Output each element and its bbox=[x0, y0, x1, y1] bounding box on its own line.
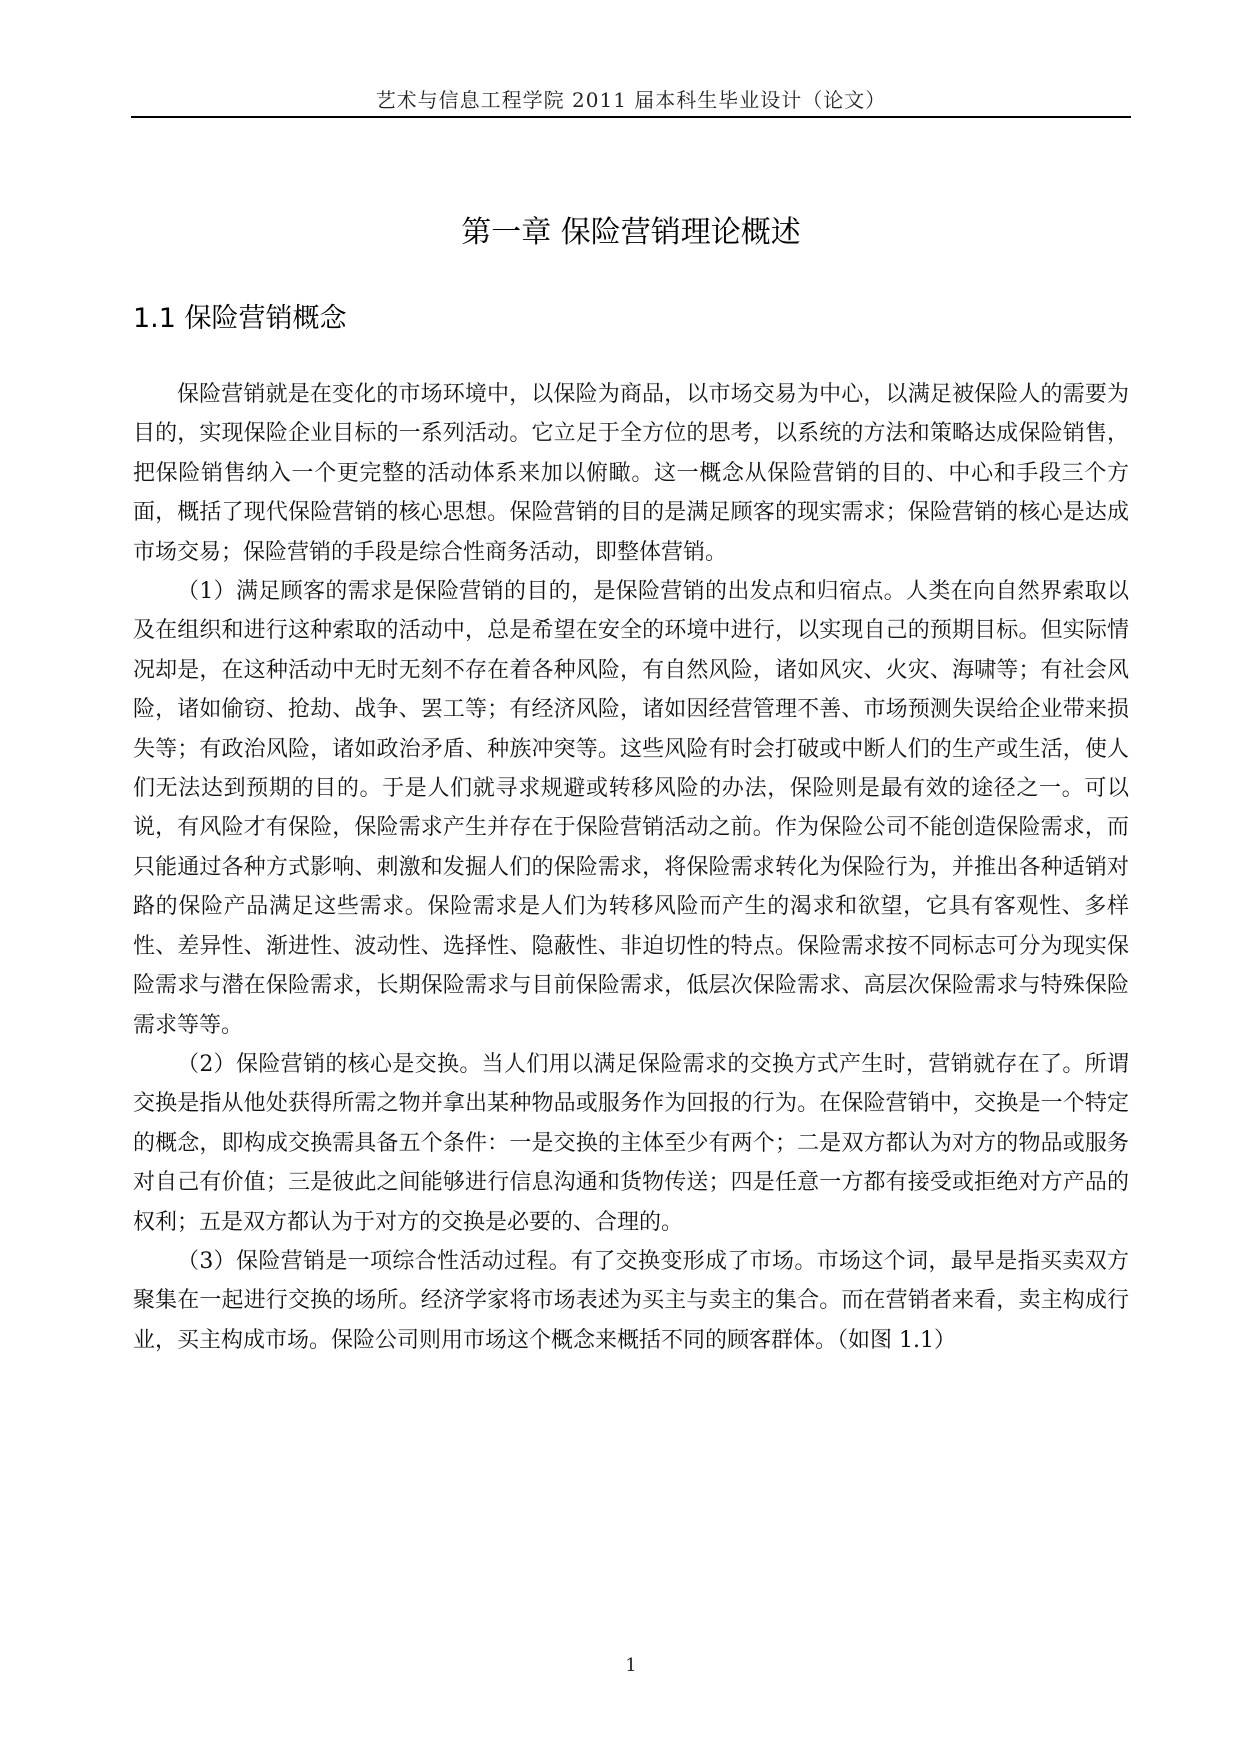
page-header: 艺术与信息工程学院 2011 届本科生毕业设计（论文） bbox=[375, 88, 887, 112]
paragraph-point-1: （1）满足顾客的需求是保险营销的目的，是保险营销的出发点和归宿点。人类在向自然界索取以及在组织和进行这种索取的活动中，总是希望在安全的环境中进行，以实现自己的预期目标。但实际情况却是，在这种活动中无时无刻不存在着各种风险，有自然风险，诸如风灾、火灾、海啸等；有社会风险，诸如偷窃、抢劫、战争、罢工等；有经济风险，诸如因经营管理不善、市场预测失误给企业带来损失等；有政治风险，诸如政治矛盾、种族冲突等。这些风险有时会打破或中断人们的生产或生活，使人们无法达到预期的目的。于是人们就寻求规避或转移风险的办法，保险则是最有效的途径之一。可以说，有风险才有保险，保险需求产生并存在于保险营销活动之前。作为保险公司不能创造保险需求，而只能通过各种方式影响、刺激和发掘人们的保险需求，将保险需求转化为保险行为，并推出各种适销对路的保险产品满足这些需求。保险需求是人们为转移风险而产生的渴求和欲望，它具有客观性、多样性、差异性、渐进性、波动性、选择性、隐蔽性、非迫切性的特点。保险需求按不同标志可分为现实保险需求与潜在保险需求，长期保险需求与目前保险需求，低层次保险需求、高层次保险需求与特殊保险需求等等。 bbox=[133, 579, 1129, 1038]
body-text bbox=[133, 375, 1129, 1360]
section-title: 1.1 保险营销概念 bbox=[133, 303, 347, 334]
page-number: 1 bbox=[625, 1655, 637, 1676]
paragraph-intro: 保险营销就是在变化的市场环境中，以保险为商品，以市场交易为中心，以满足被保险人的需要为目的，实现保险企业目标的一系列活动。它立足于全方位的思考，以系统的方法和策略达成保险销售，把保险销售纳入一个更完整的活动体系来加以俯瞰。这一概念从保险营销的目的、中心和手段三个方面，概括了现代保险营销的核心思想。保险营销的目的是满足顾客的现实需求；保险营销的核心是达成市场交易；保险营销的手段是综合性商务活动，即整体营销。 bbox=[133, 382, 1129, 565]
paragraph-point-3: （3）保险营销是一项综合性活动过程。有了交换变形成了市场。市场这个词，最早是指买卖双方聚集在一起进行交换的场所。经济学家将市场表述为买主与卖主的集合。而在营销者来看，卖主构成行业，买主构成市场。保险公司则用市场这个概念来概括不同的顾客群体。（如图 1.1） bbox=[133, 1248, 1129, 1353]
paragraph-point-2: （2）保险营销的核心是交换。当人们用以满足保险需求的交换方式产生时，营销就存在了。所谓交换是指从他处获得所需之物并拿出某种物品或服务作为回报的行为。在保险营销中，交换是一个特定的概念，即构成交换需具备五个条件：一是交换的主体至少有两个；二是双方都认为对方的物品或服务对自己有价值；三是彼此之间能够进行信息沟通和货物传送；四是任意一方都有接受或拒绝对方产品的权利；五是双方都认为于对方的交换是必要的、合理的。 bbox=[133, 1051, 1129, 1235]
chapter-title: 第一章 保险营销理论概述 bbox=[461, 215, 801, 250]
header-divider bbox=[131, 116, 1131, 118]
